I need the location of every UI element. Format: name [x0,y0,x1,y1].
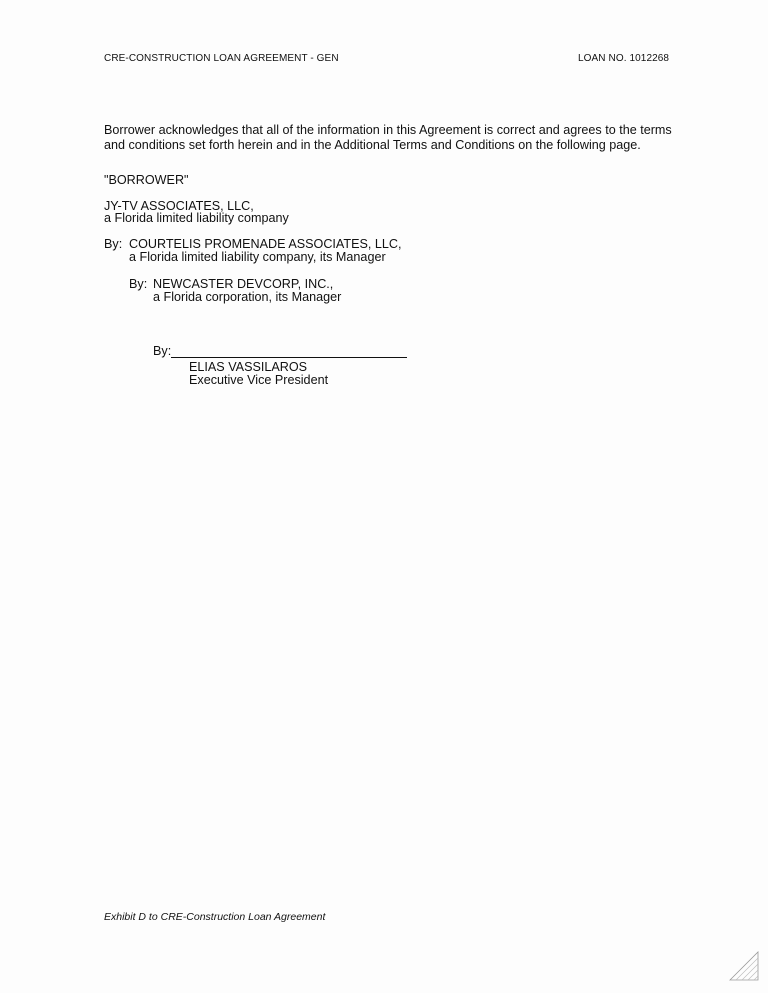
header-title: CRE-CONSTRUCTION LOAN AGREEMENT - GEN [104,53,339,64]
borrower-label: "BORROWER" [104,173,189,187]
manager-description: a Florida limited liability company, its Manager [129,250,386,264]
entity-name: JY-TV ASSOCIATES, LLC, [104,199,254,213]
signature-line [171,357,407,358]
by-prefix-3: By: [153,344,172,358]
footer-exhibit-label: Exhibit D to CRE-Construction Loan Agreement [104,911,326,923]
sub-manager-name: NEWCASTER DEVCORP, INC., [153,277,334,291]
sub-manager-description: a Florida corporation, its Manager [153,290,342,304]
loan-number: LOAN NO. 1012268 [578,53,670,64]
manager-name: COURTELIS PROMENADE ASSOCIATES, LLC, [129,237,402,251]
entity-description: a Florida limited liability company [104,211,289,225]
by-prefix-1: By: [104,237,123,251]
signer-title: Executive Vice President [189,373,329,387]
signer-name: ELIAS VASSILAROS [189,360,308,374]
acknowledgement-paragraph: Borrower acknowledges that all of the information in this Agreement is correct and agrees to the terms and conditions set forth herein and in the Additional Terms and Conditions on the following page. [104,123,672,152]
by-prefix-2: By: [129,277,148,291]
page-corner-icon [728,950,760,982]
